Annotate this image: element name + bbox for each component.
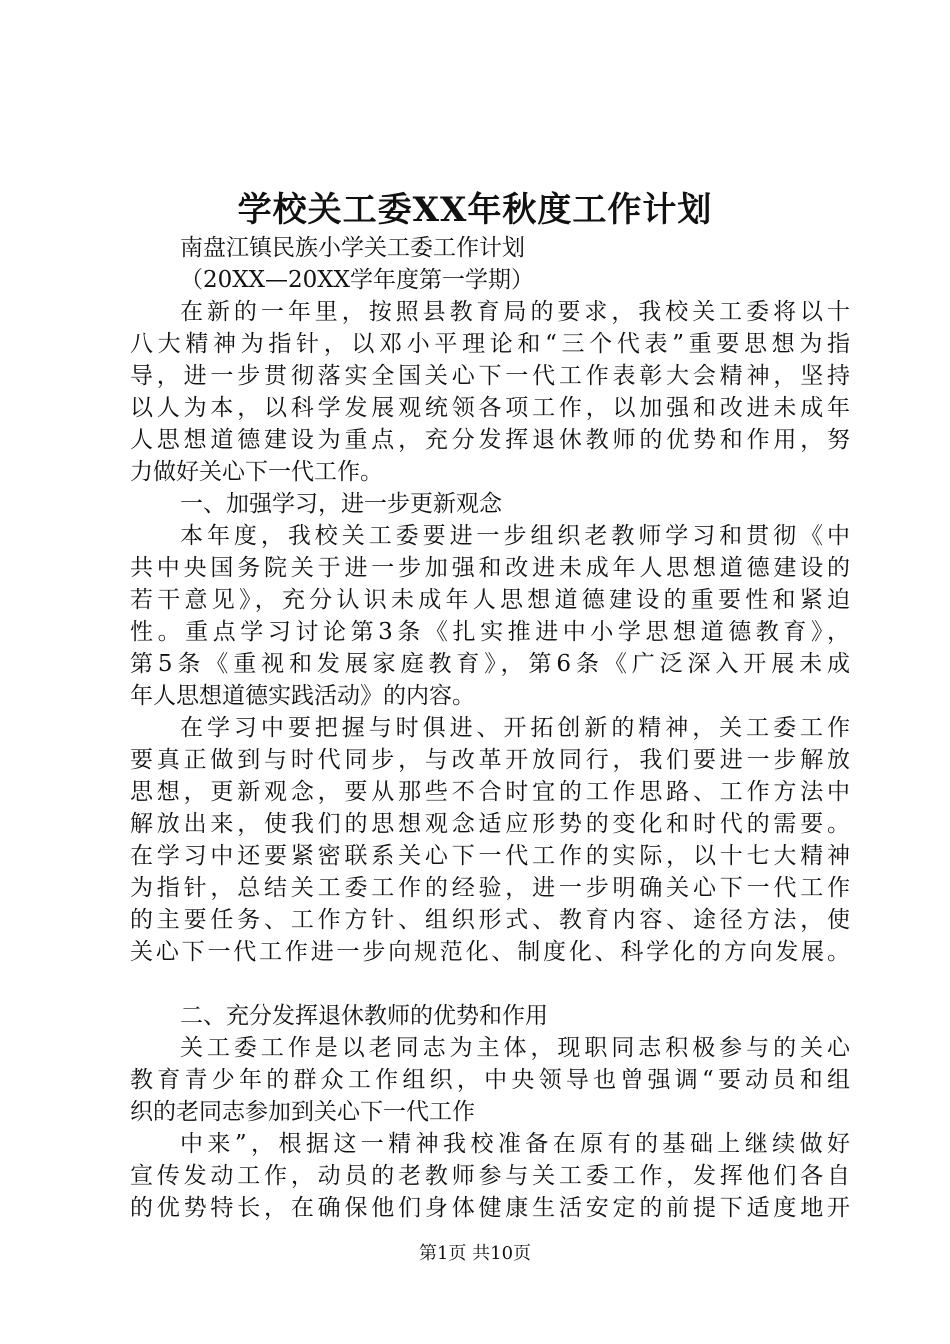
paragraph-line: 在学习中还要紧密联系关心下一代工作的实际，以十七大精神	[130, 843, 850, 869]
blank-line	[130, 968, 850, 1000]
paragraph-line: 要真正做到与时代同步，与改革开放同行，我们要进一步解放	[130, 747, 850, 773]
document-body	[130, 232, 850, 1224]
section-heading: 二、充分发挥退休教师的优势和作用	[180, 1003, 548, 1029]
paragraph-line: 的主要任务、工作方针、组织形式、教育内容、途径方法，使	[130, 907, 850, 933]
paragraph-line: 性。重点学习讨论第3条《扎实推进中小学思想道德教育》，	[130, 619, 850, 645]
paragraph-line: 以人为本，以科学发展观统领各项工作，以加强和改进未成年	[130, 395, 850, 421]
paragraph-line: 共中央国务院关于进一步加强和改进未成年人思想道德建设的	[130, 555, 850, 581]
section-heading: 一、加强学习，进一步更新观念	[180, 491, 502, 517]
paragraph-line: 力做好关心下一代工作。	[130, 459, 383, 485]
subtitle-line: 南盘江镇民族小学关工委工作计划	[180, 235, 525, 261]
paragraph-line: 若干意见》，充分认识未成年人思想道德建设的重要性和紧迫	[130, 587, 850, 613]
paragraph-line: 中来”，根据这一精神我校准备在原有的基础上继续做好	[180, 1131, 850, 1157]
paragraph-line: 在新的一年里，按照县教育局的要求，我校关工委将以十	[180, 299, 850, 325]
paragraph-line: 导，进一步贯彻落实全国关心下一代工作表彰大会精神，坚持	[130, 363, 850, 389]
paragraph-line: 八大精神为指针，以邓小平理论和“三个代表”重要思想为指	[130, 331, 850, 357]
page-number-footer: 第1页 共10页	[418, 1243, 532, 1264]
paragraph-line: 织的老同志参加到关心下一代工作	[130, 1099, 475, 1125]
paragraph-line: 教育青少年的群众工作组织，中央领导也曾强调“要动员和组	[130, 1067, 850, 1093]
paragraph-line: 宣传发动工作，动员的老教师参与关工委工作，发挥他们各自	[130, 1163, 850, 1189]
paragraph-line: 的优势特长，在确保他们身体健康生活安定的前提下适度地开	[130, 1195, 850, 1221]
document-title: 学校关工委XX年秋度工作计划	[237, 190, 713, 230]
paragraph-line: 人思想道德建设为重点，充分发挥退休教师的优势和作用，努	[130, 427, 850, 453]
paragraph-line: 为指针，总结关工委工作的经验，进一步明确关心下一代工作	[130, 875, 850, 901]
paragraph-line: 第5条《重视和发展家庭教育》，第6条《广泛深入开展未成	[130, 651, 850, 677]
paragraph-line: 关工委工作是以老同志为主体，现职同志积极参与的关心	[180, 1035, 850, 1061]
paragraph-line: 思想，更新观念，要从那些不合时宜的工作思路、工作方法中	[130, 779, 850, 805]
paragraph-line: 解放出来，使我们的思想观念适应形势的变化和时代的需要。	[130, 811, 850, 837]
paragraph-line: 关心下一代工作进一步向规范化、制度化、科学化的方向发展。	[130, 939, 850, 965]
paragraph-line: 在学习中要把握与时俱进、开拓创新的精神，关工委工作	[180, 715, 850, 741]
paragraph-line: 年人思想道德实践活动》的内容。	[130, 683, 475, 709]
paragraph-line: 本年度，我校关工委要进一步组织老教师学习和贯彻《中	[180, 523, 850, 549]
term-line: （20XX—20XX学年度第一学期）	[180, 267, 535, 293]
